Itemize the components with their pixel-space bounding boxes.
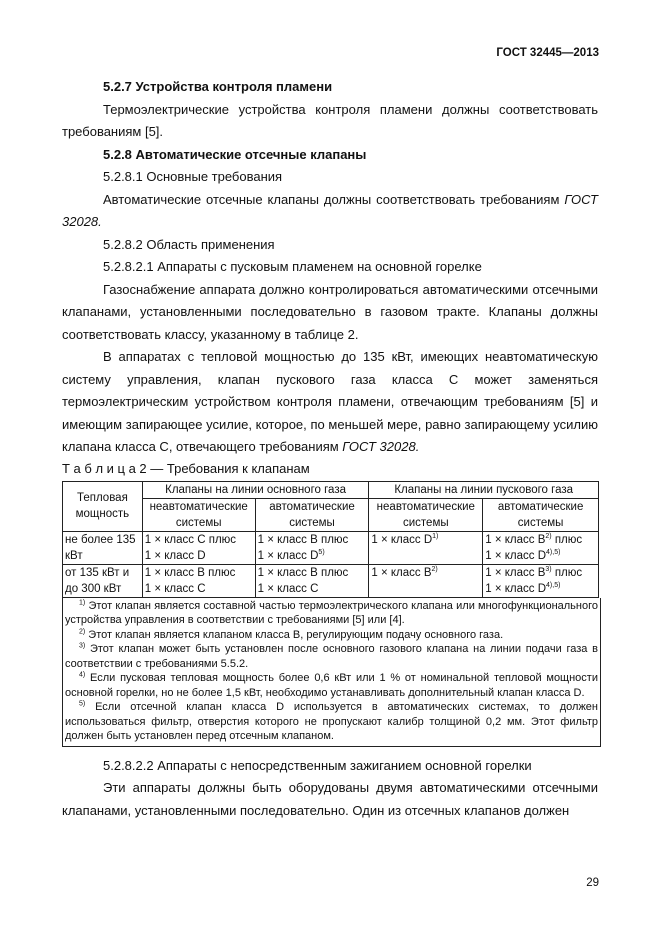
footnote [65,700,598,744]
footnote-mark: 2) [79,627,86,635]
cell-text: 1 × класс D [485,549,547,562]
paragraph-power-135 [62,346,598,459]
table-row [63,531,599,564]
footnote-text: Если пусковая тепловая мощность более 0,6 кВт или 1 % от номинальной тепловой мощности основной горелки, но не более 1,5 кВт, необходимо устанавливать дополнительный клапан класса D. [65,672,598,699]
header-main-auto: автоматические системы [255,498,369,531]
paragraph-5281-text: Автоматические отсечные клапаны должны соответствовать требованиям [103,191,565,207]
cell-pilot-auto [483,564,599,597]
standard-reference: ГОСТ 32028. [62,191,598,229]
footnote [65,628,598,643]
cell-main-auto [255,564,369,597]
footnote-text: Этот клапан является составной частью термоэлектрического клапана или многофункционального устройства управления в соответствии с требованиями [5] или [4]. [65,599,598,626]
footnote-text: Этот клапан может быть установлен после основного газового клапана на линии подачи газа в соответствии с требованиями 5.5.2. [65,643,598,670]
cell-main-nonauto [142,531,255,564]
cell-text: 1 × класс В [485,566,546,579]
footnote [65,671,598,700]
paragraph-527: Термоэлектрические устройства контроля пламени должны соответствовать требованиям [5]. [62,101,598,139]
page-content [62,76,598,822]
header-power: Тепловая мощность [63,481,143,531]
valve-requirements-table [62,481,599,598]
cell-text: плюс [551,533,583,546]
footnote-ref: 5) [318,548,325,556]
paragraph-gas-supply: Газоснабжение аппарата должно контролироваться автоматическими отсечными клапанами, установленными последовательно в газовом тракте. Клапаны должны соответствовать классу, указанному в таблице 2. [62,281,598,342]
table-row [63,564,599,597]
cell-line: 1 × класс В плюс [257,566,349,579]
table-header-row [63,481,599,498]
cell-line: 1 × класс В плюс [257,533,349,546]
cell-line: 1 × класс С [257,582,319,595]
subsection-5281: 5.2.8.1 Основные требования [103,169,283,184]
footnote-text: Если отсечной клапан класса D используется в автоматических системах, то должен использоваться фильтр, отверстия которого не пропускают калибр толщиной 0,2 мм. Этот фильтр должен быть установлен перед отсечным клапаном. [65,701,598,742]
header-main-gas: Клапаны на линии основного газа [142,481,369,498]
table-subheader-row [63,498,599,531]
cell-main-nonauto [142,564,255,597]
cell-line [258,548,367,564]
footnote-mark: 1) [79,598,86,606]
cell-line: 1 × класс D [144,549,206,562]
cell-pilot-auto [483,531,599,564]
header-pilot-nonauto: неавтоматические системы [369,498,483,531]
header-pilot-auto: автоматические системы [483,498,599,531]
subsection-52821: 5.2.8.2.1 Аппараты с пусковым пламенем на основной горелке [103,259,482,274]
cell-power: не более 135 кВт [63,531,143,564]
cell-pilot-nonauto [369,564,483,597]
paragraph-5281 [62,189,598,234]
header-pilot-gas: Клапаны на линии пускового газа [369,481,599,498]
cell-line [485,548,596,564]
footnote-ref: 3) [545,565,552,573]
footnote [65,642,598,671]
section-title-528: 5.2.8 Автоматические отсечные клапаны [103,146,367,162]
cell-text: 1 × класс В [371,566,432,579]
paragraph-power-135-text: В аппаратах с тепловой мощностью до 135 кВт, имеющих неавтоматическую систему управления, клапан пускового газа класса С может заменяться термоэлектрическим устройством контроля пламени, отвечающим требованиям [5] и имеющим запирающее усилие, которое, по меньшей мере, равно запирающему усилию клапана класса С, отвечающего требованиям [62,349,598,454]
subsection-52822: 5.2.8.2.2 Аппараты с непосредственным зажиганием основной горелки [103,757,532,773]
footnote-ref: 1) [432,532,439,540]
cell-text: 1 × класс В [485,533,546,546]
footnote-ref: 4),5) [546,548,561,556]
cell-line [485,581,596,597]
paragraph-direct-ignition: Эти аппараты должны быть оборудованы двумя автоматическими отсечными клапанами, установленными последовательно. Один из отсечных клапанов должен [62,780,598,818]
footnote-ref: 4),5) [546,581,561,589]
cell-text: плюс [551,566,583,579]
page-number: 29 [586,877,599,889]
cell-main-auto [255,531,369,564]
footnote-ref: 2) [545,532,552,540]
footnote-text: Этот клапан является клапаном класса В, регулирующим подачу основного газа. [85,628,504,641]
header-main-nonauto: неавтоматические системы [142,498,255,531]
cell-line: 1 × класс В плюс [144,566,236,579]
cell-line: 1 × класс С плюс [144,533,237,546]
table-caption: Т а б л и ц а 2 — Требования к клапанам [62,460,310,476]
cell-line [485,565,596,581]
cell-power: от 135 кВт и до 300 кВт [63,564,143,597]
section-title-527: 5.2.7 Устройства контроля пламени [103,79,333,94]
cell-line [485,532,596,548]
cell-pilot-nonauto [369,531,483,564]
standard-reference: ГОСТ 32028. [342,439,420,454]
footnote-mark: 5) [79,700,86,708]
footnote-ref: 2) [431,565,438,573]
footnote-mark: 4) [79,671,86,679]
cell-text: 1 × класс D [257,549,319,562]
document-header: ГОСТ 32445—2013 [496,47,599,59]
cell-text: 1 × класс D [485,582,547,595]
cell-line: 1 × класс С [144,582,206,595]
table-footnotes [62,598,601,747]
footnote [65,599,598,628]
subsection-5282: 5.2.8.2 Область применения [103,236,275,252]
footnote-mark: 3) [79,642,86,650]
cell-text: 1 × класс D [371,533,433,546]
